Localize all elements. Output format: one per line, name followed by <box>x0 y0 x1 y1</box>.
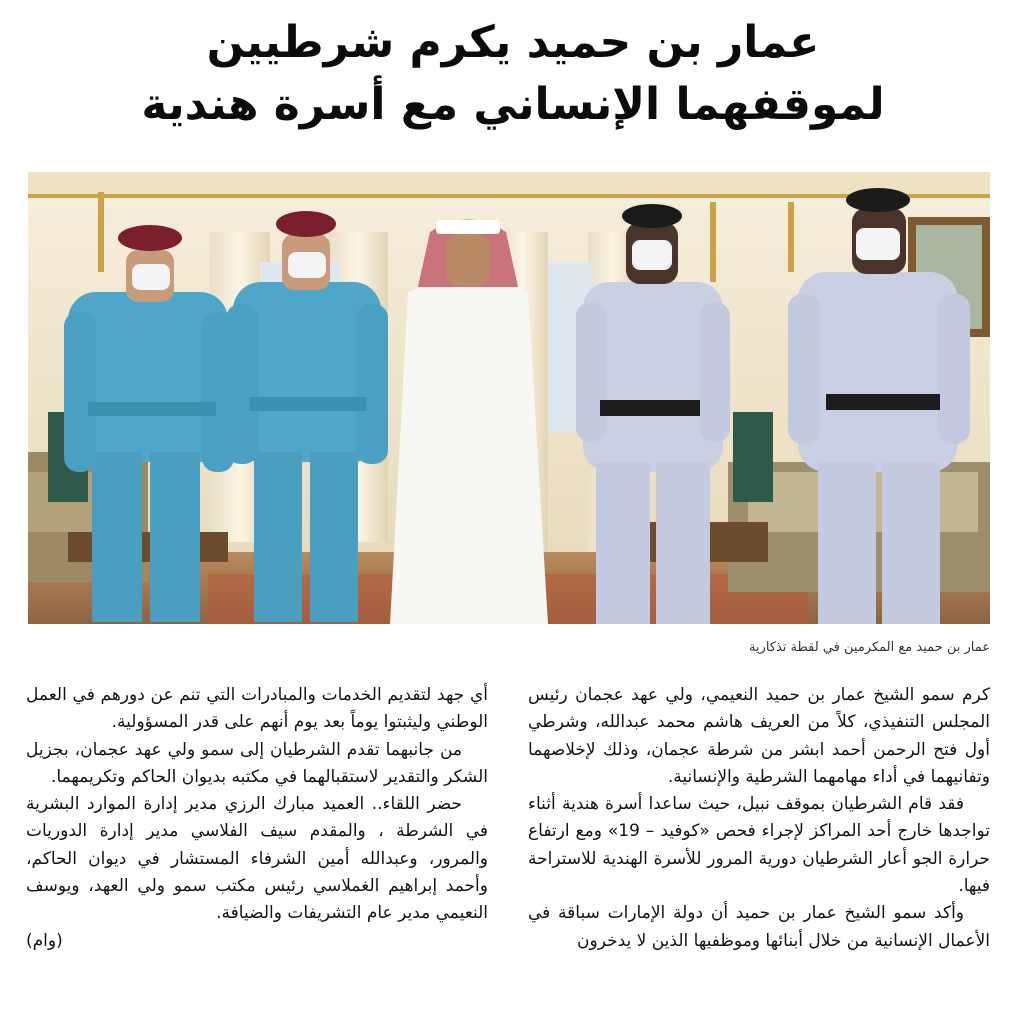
photo-illustration <box>28 172 990 624</box>
paragraph: فقد قام الشرطيان بموقف نبيل، حيث ساعدا أسرة هندية أثناء تواجدها خارج أحد المراكز لإجراء فحص «كوفيد – 19» ومع ارتفاع حرارة الجو أعار الشرطيان دورية المرور للأسرة الهندية للاستراحة فيها. <box>528 794 990 897</box>
headline <box>0 12 1026 136</box>
headline-line-1: عمار بن حميد يكرم شرطيين <box>206 17 820 68</box>
paragraph: من جانبهما تقدم الشرطيان إلى سمو ولي عهد عجمان، بجزيل الشكر والتقدير لاستقبالهما في مكتبه بديوان الحاكم وتكريمهما. <box>26 739 488 787</box>
photo-caption: عمار بن حميد مع المكرمين في لقطة تذكارية <box>748 640 990 655</box>
paragraph: كرم سمو الشيخ عمار بن حميد النعيمي، ولي عهد عجمان رئيس المجلس التنفيذي، كلاً من العريف هاشم محمد عبدالله، وشرطي أول فتح الرحمن أحمد ابشر من شرطة عجمان، وذلك لإخلاصهما وتفانيهما في أداء مهامهما الشرطية والإنسانية. <box>528 685 990 787</box>
headline-line-2: لموقفهما الإنساني مع أسرة هندية <box>141 79 885 130</box>
paragraph: وأكد سمو الشيخ عمار بن حميد أن دولة الإمارات سباقة في الأعمال الإنسانية من خلال أبنائها وموظفيها الذين لا يدخرون <box>528 903 990 951</box>
article-column-right <box>528 682 990 1012</box>
paragraph: أي جهد لتقديم الخدمات والمبادرات التي تنم عن دورهم في العمل الوطني وليثبتوا يوماً بعد يوم أنهم على قدر المسؤولية. <box>26 685 488 733</box>
news-agency-source: (وام) <box>26 930 63 951</box>
news-photo <box>28 172 990 624</box>
paragraph: حضر اللقاء.. العميد مبارك الرزي مدير إدارة الموارد البشرية في الشرطة ، والمقدم سيف الفلاسي مدير إدارة الدوريات والمرور، وعبدالله أمين الشرفاء المستشار في ديوان الحاكم، وأحمد إبراهيم الغملاسي رئيس مكتب سمو ولي العهد، ويوسف النعيمي مدير عام التشريفات والضيافة. <box>26 794 488 924</box>
article-column-left <box>26 682 488 1012</box>
